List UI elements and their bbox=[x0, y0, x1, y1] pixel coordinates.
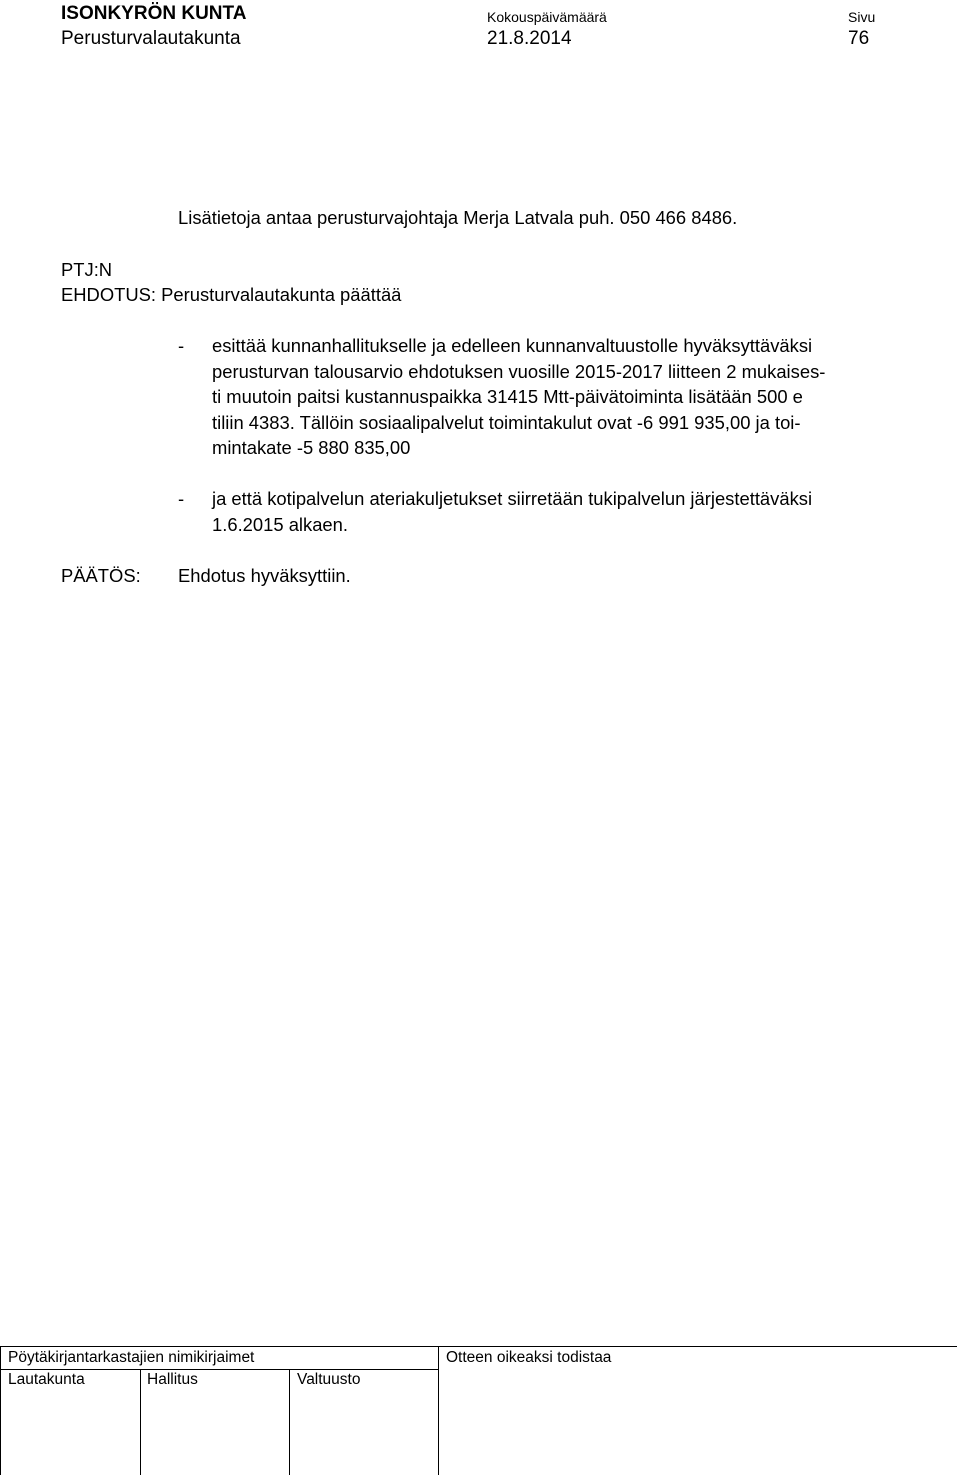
decision-text: Ehdotus hyväksyttiin. bbox=[178, 565, 351, 586]
footer-divider bbox=[0, 1347, 1, 1475]
footer-column-board: Lautakunta bbox=[8, 1371, 85, 1388]
organization-name: ISONKYRÖN KUNTA bbox=[61, 3, 247, 24]
footer-divider bbox=[140, 1369, 141, 1475]
footer-divider bbox=[0, 1369, 438, 1370]
copy-certification-label: Otteen oikeaksi todistaa bbox=[446, 1349, 612, 1366]
meeting-date-label: Kokouspäivämäärä bbox=[487, 9, 607, 25]
proposal-item-2 bbox=[212, 486, 957, 537]
proposal-item-1-line: mintakate -5 880 835,00 bbox=[212, 437, 411, 458]
bullet-dash: - bbox=[178, 488, 185, 509]
page-label: Sivu bbox=[848, 9, 876, 25]
footer-divider bbox=[438, 1347, 439, 1475]
proposal-item-1-line: esittää kunnanhallitukselle ja edelleen kunnanvaltuustolle hyväksyttäväksi bbox=[212, 335, 813, 356]
footer-column-council: Valtuusto bbox=[297, 1371, 361, 1388]
page-number: 76 bbox=[848, 28, 870, 49]
board-name: Perusturvalautakunta bbox=[61, 28, 241, 49]
footer-column-government: Hallitus bbox=[147, 1371, 198, 1388]
bullet-dash: - bbox=[178, 335, 185, 356]
decision-label: PÄÄTÖS: bbox=[61, 565, 141, 586]
contact-info-line: Lisätietoja antaa perusturvajohtaja Merja Latvala puh. 050 466 8486. bbox=[178, 207, 738, 228]
proposal-item-2-line: ja että kotipalvelun ateriakuljetukset siirretään tukipalvelun järjestettäväksi bbox=[212, 488, 813, 509]
footer-divider bbox=[289, 1369, 290, 1475]
signature-footer bbox=[0, 1346, 957, 1475]
ptj-label: PTJ:N bbox=[61, 259, 113, 280]
proposal-item-1-line: perusturvan talousarvio ehdotuksen vuosille 2015-2017 liitteen 2 mukaises- bbox=[212, 360, 826, 382]
meeting-date: 21.8.2014 bbox=[487, 28, 572, 49]
proposal-item-1-line: tiliin 4383. Tällöin sosiaalipalvelut toimintakulut ovat -6 991 935,00 ja toi- bbox=[212, 411, 801, 433]
proposal-item-1 bbox=[212, 333, 957, 461]
proposal-item-2-line: 1.6.2015 alkaen. bbox=[212, 513, 348, 535]
signatures-label: Pöytäkirjantarkastajien nimikirjaimet bbox=[8, 1349, 255, 1366]
proposal-heading: EHDOTUS: Perusturvalautakunta päättää bbox=[61, 284, 402, 305]
proposal-item-1-line: ti muutoin paitsi kustannuspaikka 31415 Mtt-päivätoiminta lisätään 500 e bbox=[212, 386, 803, 407]
